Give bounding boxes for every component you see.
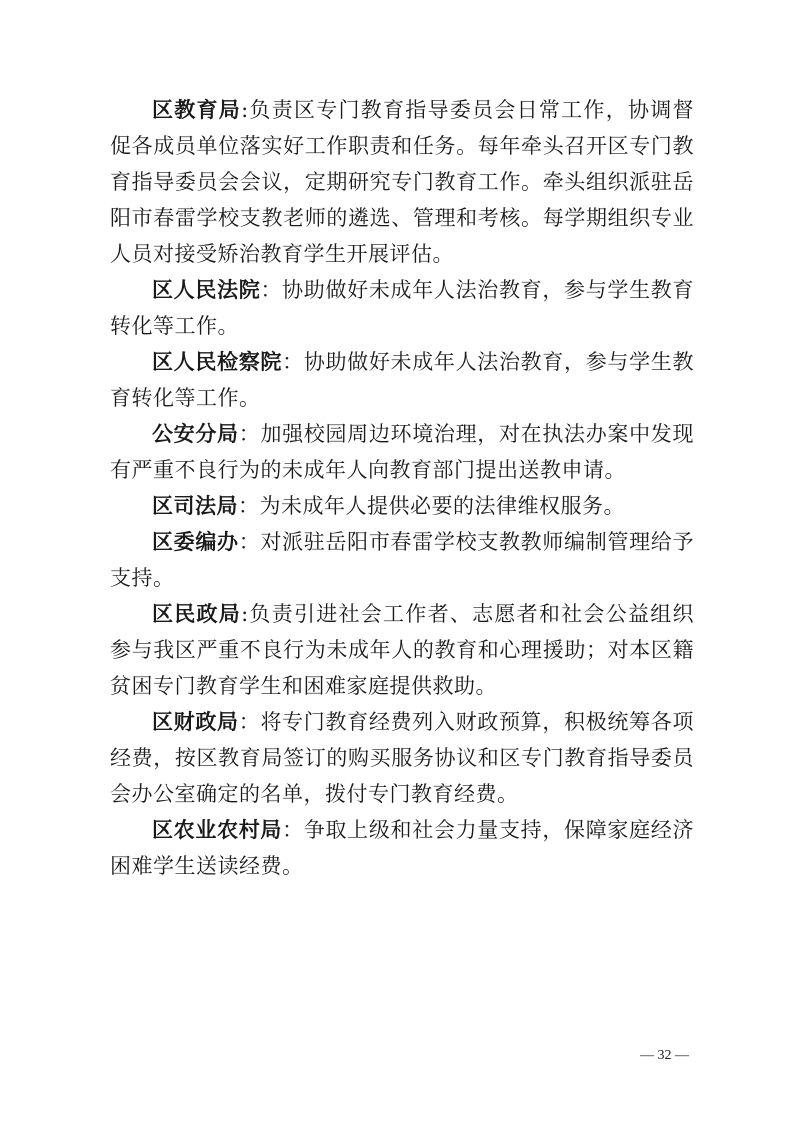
page-number: — 32 — [640, 1048, 689, 1063]
label-separator: ： [238, 422, 261, 446]
paragraph-procuratorate [110, 344, 694, 416]
paragraph-label: 区人民检察院 [152, 349, 283, 374]
paragraph-agriculture-bureau [110, 812, 694, 884]
label-separator: : [241, 98, 249, 122]
paragraph-staffing-office [110, 524, 694, 596]
label-separator: ： [260, 278, 283, 302]
paragraph-label: 区农业农村局 [152, 817, 283, 842]
label-separator: : [241, 602, 249, 626]
label-separator: ： [238, 530, 261, 554]
paragraph-text: 对派驻岳阳市春雷学校支教教师编制管理给予支持。 [110, 530, 694, 590]
paragraph-education-bureau [110, 92, 694, 272]
paragraph-text: 争取上级和社会力量支持，保障家庭经济困难学生送读经费。 [110, 818, 694, 878]
page-body [110, 92, 694, 884]
paragraph-text: 协助做好未成年人法治教育，参与学生教育转化等工作。 [110, 350, 694, 410]
paragraph-text: 为未成年人提供必要的法律维权服务。 [259, 494, 625, 518]
paragraph-label: 区财政局 [152, 709, 239, 734]
paragraph-label: 区委编办 [152, 529, 239, 554]
paragraph-label: 区人民法院 [152, 277, 261, 302]
paragraph-label: 区教育局 [152, 97, 242, 122]
paragraph-text: 协助做好未成年人法治教育，参与学生教育转化等工作。 [110, 278, 694, 338]
paragraph-text: 加强校园周边环境治理，对在执法办案中发现有严重不良行为的未成年人向教育部门提出送教申请。 [110, 422, 694, 482]
label-separator: ： [282, 818, 304, 842]
paragraph-text: 负责区专门教育指导委员会日常工作，协调督促各成员单位落实好工作职责和任务。每年牵头召开区专门教育指导委员会会议，定期研究专门教育工作。牵头组织派驻岳阳市春雷学校支教老师的遴选、管理和考核。每学期组织专业人员对接受矫治教育学生开展评估。 [110, 98, 695, 266]
paragraph-justice-bureau [110, 488, 694, 524]
paragraph-text: 将专门教育经费列入财政预算，积极统筹各项经费，按区教育局签订的购买服务协议和区专门教育指导委员会办公室确定的名单，拨付专门教育经费。 [110, 710, 694, 806]
paragraph-peoples-court [110, 272, 694, 344]
paragraph-label: 公安分局 [152, 421, 239, 446]
paragraph-finance-bureau [110, 704, 694, 812]
paragraph-label: 区民政局 [152, 601, 242, 626]
paragraph-text: 负责引进社会工作者、志愿者和社会公益组织参与我区严重不良行为未成年人的教育和心理援助；对本区籍贫困专门教育学生和困难家庭提供救助。 [110, 602, 695, 698]
label-separator: ： [282, 350, 304, 374]
label-separator: ： [238, 710, 261, 734]
label-separator: ： [238, 494, 260, 518]
paragraph-civil-affairs [110, 596, 694, 704]
paragraph-label: 区司法局 [152, 493, 238, 518]
paragraph-public-security [110, 416, 694, 488]
